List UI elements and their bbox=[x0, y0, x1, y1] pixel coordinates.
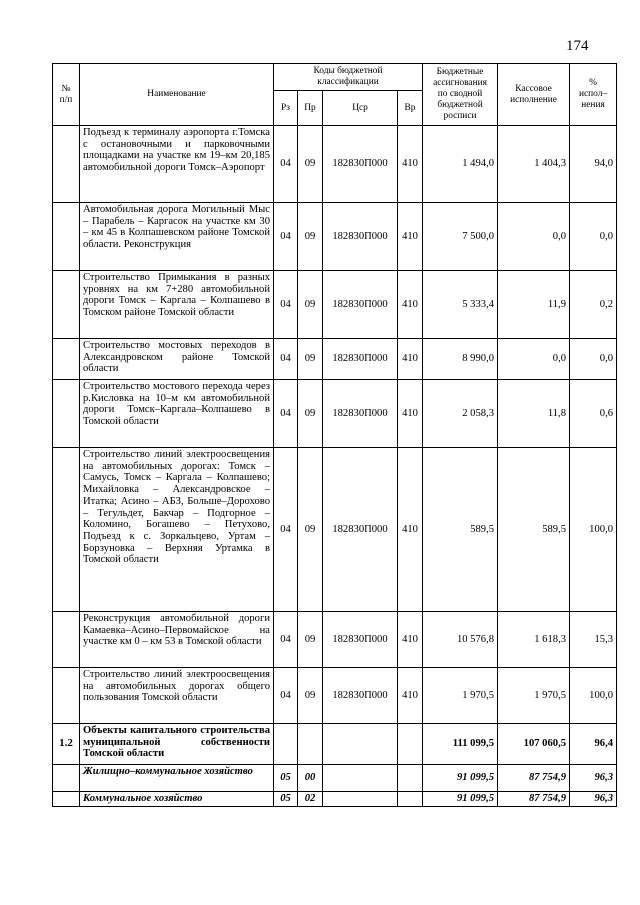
row-rz: 04 bbox=[274, 668, 298, 724]
table-row bbox=[53, 271, 617, 339]
row-name: Строительство линий электроосвещения на автомобильных дорогах общего пользования Томской области bbox=[80, 668, 274, 724]
row-percent: 15,3 bbox=[570, 612, 617, 668]
row-percent: 100,0 bbox=[570, 448, 617, 612]
row-rz: 05 bbox=[274, 765, 298, 792]
row-cash: 1 970,5 bbox=[498, 668, 570, 724]
row-assigned: 111 099,5 bbox=[423, 724, 498, 765]
row-vr: 410 bbox=[398, 380, 423, 448]
row-pr: 09 bbox=[298, 339, 323, 380]
row-cash: 1 404,3 bbox=[498, 126, 570, 203]
row-csr: 182830П000 bbox=[323, 380, 398, 448]
row-csr: 182830П000 bbox=[323, 448, 398, 612]
row-pr: 00 bbox=[298, 765, 323, 792]
row-vr bbox=[398, 792, 423, 807]
row-rz: 04 bbox=[274, 271, 298, 339]
header-pr: Пр bbox=[298, 91, 323, 126]
row-pr bbox=[298, 724, 323, 765]
row-cash: 107 060,5 bbox=[498, 724, 570, 765]
row-rz bbox=[274, 724, 298, 765]
header-cash: Кассовое исполнение bbox=[498, 64, 570, 126]
row-percent: 94,0 bbox=[570, 126, 617, 203]
row-pr: 09 bbox=[298, 126, 323, 203]
row-cash: 11,9 bbox=[498, 271, 570, 339]
row-rz: 04 bbox=[274, 448, 298, 612]
row-rz: 04 bbox=[274, 126, 298, 203]
row-name: Строительство Примыкания в разных уровнях на км 7+280 автомобильной дороги Томск – Каргала – Колпашево в Томском районе Томской области bbox=[80, 271, 274, 339]
header-budget-codes: Коды бюджетной классификации bbox=[274, 64, 423, 91]
row-assigned: 91 099,5 bbox=[423, 765, 498, 792]
row-csr: 182830П000 bbox=[323, 668, 398, 724]
row-cash: 87 754,9 bbox=[498, 792, 570, 807]
row-pr: 02 bbox=[298, 792, 323, 807]
row-name: Подъезд к терминалу аэропорта г.Томска с остановочными и парковочными площадками на участке км 19–км 20,185 автомобильной дороги Томск–Аэропорт bbox=[80, 126, 274, 203]
table-row bbox=[53, 724, 617, 765]
row-assigned: 589,5 bbox=[423, 448, 498, 612]
row-percent: 96,4 bbox=[570, 724, 617, 765]
table-row bbox=[53, 668, 617, 724]
row-percent: 0,2 bbox=[570, 271, 617, 339]
row-csr: 182830П000 bbox=[323, 612, 398, 668]
row-assigned: 10 576,8 bbox=[423, 612, 498, 668]
header-vr: Вр bbox=[398, 91, 423, 126]
row-number bbox=[53, 203, 80, 271]
table-row bbox=[53, 765, 617, 792]
row-rz: 04 bbox=[274, 339, 298, 380]
row-name: Коммунальное хозяйство bbox=[80, 792, 274, 807]
row-vr: 410 bbox=[398, 448, 423, 612]
row-cash: 87 754,9 bbox=[498, 765, 570, 792]
row-number bbox=[53, 126, 80, 203]
row-percent: 0,0 bbox=[570, 339, 617, 380]
row-name: Строительство мостового перехода через р.Кисловка на 10–м км автомобильной дороги Томск–Каргала–Колпашево в Томской области bbox=[80, 380, 274, 448]
row-cash: 11,8 bbox=[498, 380, 570, 448]
row-csr: 182830П000 bbox=[323, 126, 398, 203]
row-vr: 410 bbox=[398, 612, 423, 668]
row-vr: 410 bbox=[398, 271, 423, 339]
row-name: Реконструкция автомобильной дороги Камаевка–Асино–Первомайское на участке км 0 – км 53 в Томской области bbox=[80, 612, 274, 668]
table-row bbox=[53, 448, 617, 612]
row-number bbox=[53, 339, 80, 380]
row-csr: 182830П000 bbox=[323, 271, 398, 339]
row-csr bbox=[323, 724, 398, 765]
row-assigned: 2 058,3 bbox=[423, 380, 498, 448]
row-percent: 96,3 bbox=[570, 792, 617, 807]
row-vr bbox=[398, 724, 423, 765]
table-row bbox=[53, 203, 617, 271]
row-csr bbox=[323, 792, 398, 807]
row-number bbox=[53, 668, 80, 724]
table-body bbox=[53, 126, 617, 807]
row-vr: 410 bbox=[398, 668, 423, 724]
row-number bbox=[53, 612, 80, 668]
row-cash: 1 618,3 bbox=[498, 612, 570, 668]
header-assigned: Бюджетные ассигнования по сводной бюджетной росписи bbox=[423, 64, 498, 126]
header-name: Наименование bbox=[80, 64, 274, 126]
row-cash: 0,0 bbox=[498, 203, 570, 271]
row-percent: 100,0 bbox=[570, 668, 617, 724]
row-assigned: 7 500,0 bbox=[423, 203, 498, 271]
page-number: 174 bbox=[566, 38, 589, 54]
table-row bbox=[53, 612, 617, 668]
row-number bbox=[53, 448, 80, 612]
row-rz: 05 bbox=[274, 792, 298, 807]
row-assigned: 91 099,5 bbox=[423, 792, 498, 807]
row-vr bbox=[398, 765, 423, 792]
row-pr: 09 bbox=[298, 448, 323, 612]
row-pr: 09 bbox=[298, 271, 323, 339]
row-rz: 04 bbox=[274, 612, 298, 668]
row-percent: 0,0 bbox=[570, 203, 617, 271]
row-vr: 410 bbox=[398, 126, 423, 203]
header-rz: Рз bbox=[274, 91, 298, 126]
table-row bbox=[53, 380, 617, 448]
row-pr: 09 bbox=[298, 380, 323, 448]
header-num: № п/п bbox=[53, 64, 80, 126]
row-csr: 182830П000 bbox=[323, 339, 398, 380]
row-rz: 04 bbox=[274, 203, 298, 271]
table-row bbox=[53, 126, 617, 203]
row-assigned: 8 990,0 bbox=[423, 339, 498, 380]
row-pr: 09 bbox=[298, 668, 323, 724]
row-name: Автомобильная дорога Могильный Мыс – Парабель – Каргасок на участке км 30 – км 45 в Колпашевском районе Томской области. Реконструкция bbox=[80, 203, 274, 271]
row-number bbox=[53, 765, 80, 792]
row-cash: 0,0 bbox=[498, 339, 570, 380]
row-pr: 09 bbox=[298, 203, 323, 271]
row-csr: 182830П000 bbox=[323, 203, 398, 271]
row-cash: 589,5 bbox=[498, 448, 570, 612]
row-csr bbox=[323, 765, 398, 792]
row-number: 1.2 bbox=[53, 724, 80, 765]
row-name: Строительство мостовых переходов в Александровском районе Томской области bbox=[80, 339, 274, 380]
row-rz: 04 bbox=[274, 380, 298, 448]
row-assigned: 5 333,4 bbox=[423, 271, 498, 339]
header-csr: Цср bbox=[323, 91, 398, 126]
budget-execution-table bbox=[52, 63, 617, 807]
row-number bbox=[53, 380, 80, 448]
header-percent: % испол– нения bbox=[570, 64, 617, 126]
row-number bbox=[53, 792, 80, 807]
row-vr: 410 bbox=[398, 203, 423, 271]
row-percent: 96,3 bbox=[570, 765, 617, 792]
row-percent: 0,6 bbox=[570, 380, 617, 448]
row-name: Строительство линий электроосвещения на автомобильных дорогах: Томск – Самусь, Томск – Каргала – Колпашево; Михайловка – Александровское – Итатка; Асино – АБЗ, Больше–Дорохово – Тегульдет, Бакчар – Подгорное – Коломино, Богашево – Петухово, Подъезд к с. Зоркальцево, Уртам – Борзуновка – Верхняя Уртамка в Томской области bbox=[80, 448, 274, 612]
row-pr: 09 bbox=[298, 612, 323, 668]
table-row bbox=[53, 792, 617, 807]
row-vr: 410 bbox=[398, 339, 423, 380]
table-row bbox=[53, 339, 617, 380]
row-number bbox=[53, 271, 80, 339]
row-assigned: 1 970,5 bbox=[423, 668, 498, 724]
row-assigned: 1 494,0 bbox=[423, 126, 498, 203]
row-name: Жилищно–коммунальное хозяйство bbox=[80, 765, 274, 792]
row-name: Объекты капитального строительства муниципальной собственности Томской области bbox=[80, 724, 274, 765]
